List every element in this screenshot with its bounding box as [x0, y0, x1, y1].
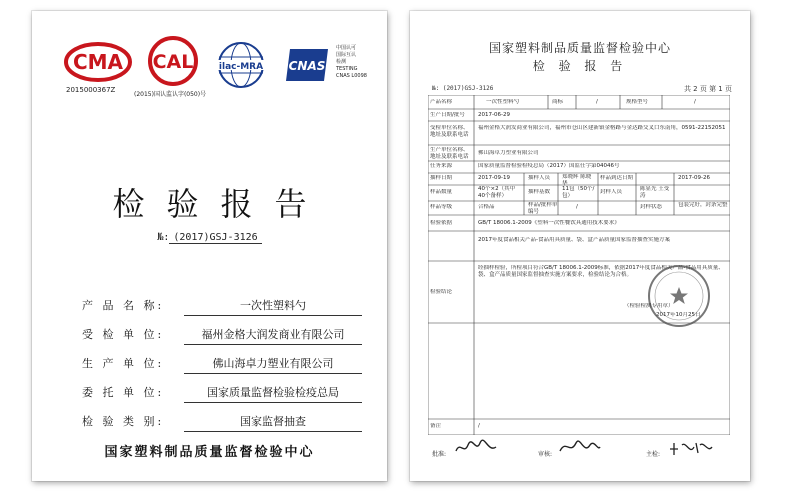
- cell-base-qty-label: 抽样基数: [528, 189, 551, 195]
- reviewer-signature-icon: [558, 437, 602, 457]
- cell-state-label: 样品/批样单编号: [528, 202, 558, 215]
- cell-remark: /: [478, 423, 480, 429]
- cma-logo: [64, 39, 132, 97]
- cell-product-name: 一次性塑料勺: [486, 99, 520, 105]
- cell-sealer: 陈显光 王受涛: [640, 186, 670, 199]
- cell-stamp-text: （检验检测专用章）: [624, 303, 674, 309]
- cell-product-name-label: 产品名称: [430, 99, 453, 105]
- cma-mark-icon: [64, 39, 132, 85]
- cell-inspected-unit: 福州金格大润发商业有限公司，福州市仓山区建新镇金榕路与金达路交叉口东南角，0591-22152051: [478, 125, 726, 131]
- cell-seal-state: 包装完好，封条完整: [678, 202, 728, 208]
- reviewer-label: 审核:: [538, 451, 553, 458]
- cell-task-source-label: 任务来源: [430, 163, 453, 169]
- cell-sample-qty-label: 样品数量: [430, 189, 453, 195]
- cell-model-label: 规格型号: [626, 99, 649, 105]
- cell-sampler-label: 抽样人员: [528, 175, 551, 181]
- cell-stamp-date: 2017年10月25日: [656, 312, 701, 318]
- cell-grade-label: 样品等级: [430, 204, 453, 210]
- cell-inspected-unit-label: 受检单位名称、地址及联系电话: [430, 125, 469, 138]
- cell-producer: 佛山海卓力塑业有限公司: [478, 150, 539, 156]
- ilac-logo-text: ilac-MRA: [218, 62, 264, 72]
- cell-production-date: 2017-06-29: [478, 112, 510, 118]
- field-producer: 生 产 单 位: 佛山海卓力塑业有限公司: [82, 355, 362, 373]
- cma-number: 2015000367Z: [66, 86, 116, 94]
- ilac-globe-icon: [212, 39, 270, 91]
- cell-sampler: 郑晓辉 陈晓华: [562, 174, 592, 187]
- official-stamp-icon: [646, 263, 712, 329]
- cell-sampling-date: 2017-09-19: [478, 175, 510, 181]
- cell-trademark-label: 商标: [552, 99, 564, 105]
- certification-logos: [64, 39, 367, 101]
- report-cover: [32, 11, 387, 481]
- cell-seal-state-label: 封样状态: [640, 204, 663, 210]
- cell-trademark: /: [596, 99, 598, 105]
- field-inspected-unit: 受 检 单 位: 福州金格大润发商业有限公司: [82, 326, 362, 344]
- field-inspection-type: 检 验 类 别: 国家监督抽查: [82, 413, 362, 431]
- cover-footer-org: 国家塑料制品质量监督检验中心: [104, 445, 315, 460]
- report-number: №: (2017)GSJ-3126: [432, 85, 494, 92]
- cell-basis: GB/T 18006.1-2009《塑料一次性餐饮具通用技术要求》: [478, 220, 620, 226]
- cell-remark-label: 备注: [430, 423, 442, 429]
- cell-task-source: 国家质量监督检验检疫总局（2017）国监任字第04046号: [478, 163, 620, 169]
- cell-production-date-label: 生产日期/批号: [430, 112, 465, 118]
- cell-conclusion: 经抽样检验，所检项目符合GB/T 18006.1-2009标准，依据2017年度食品相关产品-食品用具质量、袋、盒产品质量国家监督抽查实施方案要求，检验结论为合格。: [478, 265, 724, 278]
- cnas-caption: 中国认可 国际互认 检测 TESTING CNAS L0098: [336, 45, 367, 79]
- cell-arrival-date: 2017-09-26: [678, 175, 710, 181]
- cell-conclusion-label: 检验结论: [430, 289, 453, 295]
- report-table: [428, 95, 730, 435]
- cell-basis-label: 检验依据: [430, 220, 453, 226]
- cnas-logo-text: CNAS: [288, 59, 326, 73]
- cal-logo: [134, 35, 207, 98]
- approver-label: 批准:: [432, 451, 447, 458]
- cell-model: /: [694, 99, 696, 105]
- approver-signature-icon: [454, 439, 498, 457]
- cal-mark-icon: [142, 35, 204, 87]
- cal-caption: (2015)国认监认字(050)号: [134, 91, 207, 98]
- cell-plan: 2017年度食品相关产品-食品用具质量、袋、盒产品质量国家监督抽查实施方案: [478, 237, 670, 243]
- cell-base-qty: 11包（50个/包）: [562, 186, 595, 199]
- cell-grade: 合格品: [478, 204, 495, 210]
- writer-signature-icon: [668, 439, 714, 457]
- cal-logo-text: CAL: [152, 51, 194, 73]
- page-indicator: 共 2 页 第 1 页: [683, 85, 732, 93]
- field-product-name: 产 品 名 称: 一次性塑料勺: [82, 297, 362, 315]
- cover-report-number: №: (2017)GSJ-3126: [32, 232, 387, 243]
- report-page: [410, 11, 750, 481]
- writer-label: 主检:: [646, 451, 661, 458]
- ilac-mra-logo: [212, 39, 270, 91]
- cnas-logo: [284, 41, 367, 95]
- field-commissioner: 委 托 单 位: 国家质量监督检验检疫总局: [82, 384, 362, 402]
- cma-logo-text: CMA: [72, 50, 124, 74]
- cnas-mark-icon: [284, 45, 334, 85]
- cell-arrival-date-label: 样品到达日期: [600, 175, 634, 181]
- cell-producer-label: 生产单位名称、地址及联系电话: [430, 147, 469, 160]
- report-title: 检 验 报 告: [532, 59, 628, 73]
- cell-state: /: [576, 204, 578, 210]
- cell-sample-qty: 40个×2（其中40个备样）: [478, 186, 516, 199]
- cell-sealer-label: 封样人员: [600, 189, 623, 195]
- cell-sampling-date-label: 抽样日期: [430, 175, 453, 181]
- report-org-title: 国家塑料制品质量监督检验中心: [488, 41, 671, 55]
- cover-title: 检验报告: [112, 185, 329, 223]
